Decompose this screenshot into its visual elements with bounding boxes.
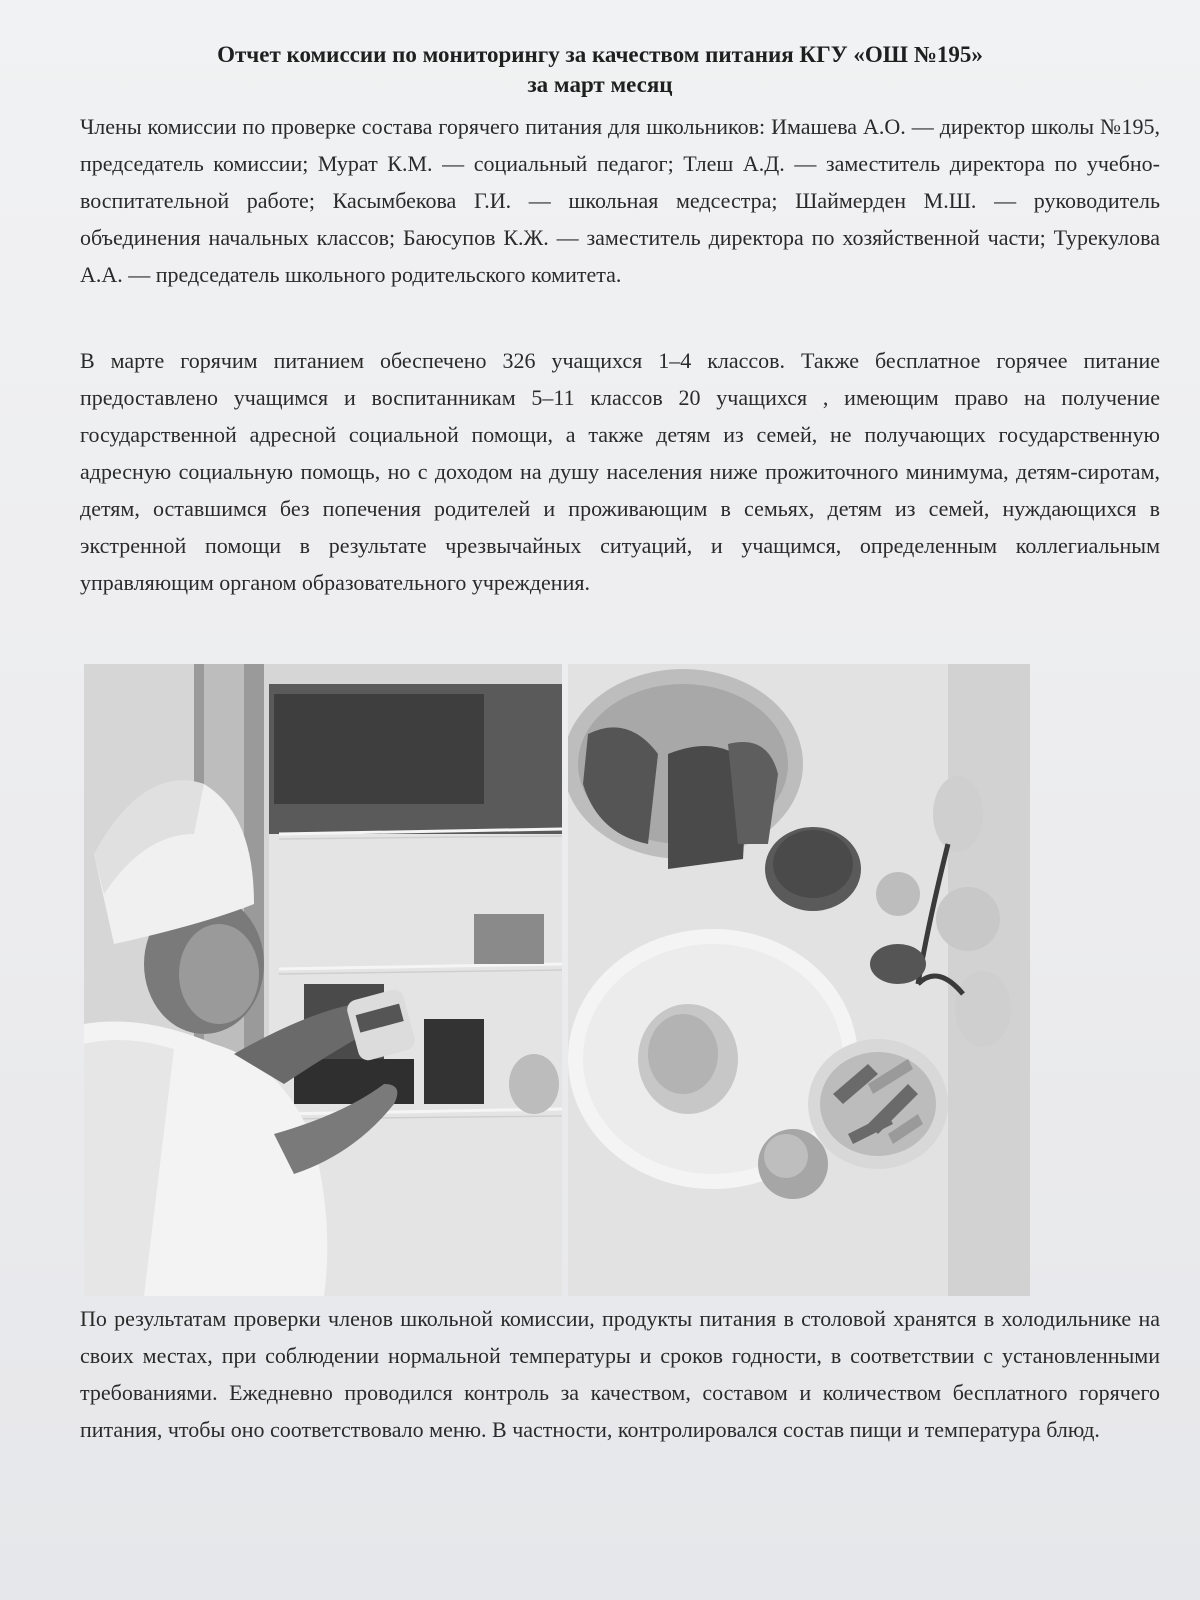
inspection-results-paragraph: По результатам проверки членов школьной комиссии, продукты питания в столовой хранятся в холодильнике на своих местах, при соблюдении нормальной температуры и сроков годности, в соответствии с установленными требованиями. Ежедневно проводился контроль за качеством, составом и количеством бесплатного горячего питания, чтобы оно соответствовало меню. В частности, контролировался состав пищи и температура блюд. xyxy=(80,1306,1160,1442)
title-line-1: Отчет комиссии по мониторингу за качеством питания КГУ «ОШ №195» xyxy=(217,42,983,67)
commission-members-paragraph: Члены комиссии по проверке состава горячего питания для школьников: Имашева А.О. — директор школы №195, председатель комиссии; Мурат К.М. — социальный педагог; Тлеш А.Д. — заместитель директора по учебно-воспитательной работе; Касымбекова Г.И. — школьная медсестра; Шаймерден М.Ш. — руководитель объединения начальных классов; Баюсупов К.Ж. — заместитель директора по хозяйственной части; Турекулова А.А. — председатель школьного родительского комитета. xyxy=(80,114,1160,287)
document-title xyxy=(0,40,1200,100)
refrigerator-photo xyxy=(84,664,562,1296)
meal-table-photo xyxy=(568,664,1030,1296)
hot-meals-paragraph: В марте горячим питанием обеспечено 326 учащихся 1–4 классов. Также бесплатное горячее питание предоставлено учащимся и воспитанникам 5–11 классов 20 учащихся , имеющим право на получение государственной адресной социальной помощи, а также детям из семей, не получающих государственную адресную социальную помощь, но с доходом на душу населения ниже прожиточного минимума, детям-сиротам, детям, оставшимся без попечения родителей и проживающим в семьях, детям из семей, нуждающихся в экстренной помощи в результате чрезвычайных ситуаций, и учащимся, определенным коллегиальным управляющим органом образовательного учреждения. xyxy=(80,348,1160,595)
title-line-2: за март месяц xyxy=(527,72,673,97)
